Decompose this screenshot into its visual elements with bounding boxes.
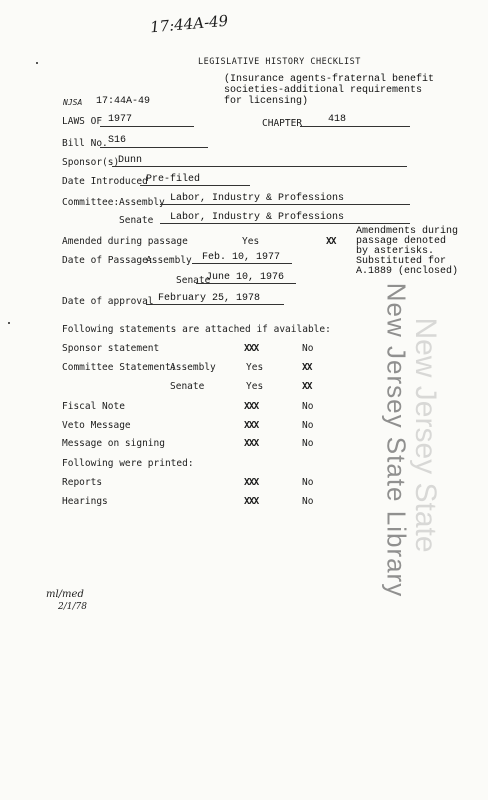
committee-assembly-underline <box>160 204 410 205</box>
committee-senate-label: Senate <box>119 215 154 226</box>
committee-senate-underline <box>160 223 410 224</box>
passage-assembly-value: Feb. 10, 1977 <box>202 252 281 263</box>
handwritten-statute-number: 17:44A-49 <box>149 11 229 37</box>
committee-statement-assembly-yes: Yes <box>246 362 264 373</box>
passage-label: Date of Passage: <box>62 255 154 266</box>
committee-statement-assembly-no: XX <box>302 362 312 373</box>
sponsor-value: Dunn <box>118 155 143 166</box>
fiscal-note-label: Fiscal Note <box>62 401 125 412</box>
approval-underline <box>146 304 284 305</box>
committee-statement-senate: Senate <box>170 381 205 392</box>
footer-initials: ml/med <box>46 589 84 600</box>
bill-number-underline <box>100 147 208 148</box>
reports-no: No <box>302 477 314 488</box>
reports-label: Reports <box>62 477 103 488</box>
library-stamp-ghost: New Jersey State <box>409 317 442 553</box>
date-introduced-underline <box>140 185 250 186</box>
bill-number-value: S16 <box>108 135 127 146</box>
passage-senate-value: June 10, 1976 <box>206 272 285 283</box>
sponsor-label: Sponsor(s) <box>62 157 120 168</box>
veto-message-yes: XXX <box>244 420 259 431</box>
committee-statement-label: Committee Statement: <box>62 362 177 373</box>
amended-yes: Yes <box>242 236 260 247</box>
approval-value: February 25, 1978 <box>158 293 261 304</box>
amended-label: Amended during passage <box>62 236 188 247</box>
hearings-yes: XXX <box>244 496 259 507</box>
sponsor-statement-label: Sponsor statement <box>62 343 160 354</box>
committee-senate-value: Labor, Industry & Professions <box>170 212 345 223</box>
amendment-note-1: Amendments during <box>356 226 459 237</box>
hearings-label: Hearings <box>62 496 108 507</box>
sponsor-statement-no: No <box>302 343 314 354</box>
description-line-3: for licensing) <box>224 96 309 107</box>
passage-senate-label: Senate <box>176 275 211 286</box>
njsa-value: 17:44A-49 <box>96 96 151 107</box>
library-stamp: New Jersey State Library <box>381 282 412 598</box>
signing-message-yes: XXX <box>244 438 259 449</box>
sponsor-statement-yes: XXX <box>244 343 259 354</box>
date-introduced-label: Date Introduced <box>62 176 148 187</box>
signing-message-label: Message on signing <box>62 438 165 449</box>
committee-statement-senate-no: XX <box>302 381 312 392</box>
fiscal-note-yes: XXX <box>244 401 259 412</box>
chapter-label: CHAPTER <box>262 118 303 129</box>
committee-statement-senate-yes: Yes <box>246 381 264 392</box>
committee-statement-assembly: Assembly <box>170 362 216 373</box>
passage-senate-underline <box>196 283 296 284</box>
laws-of-label: LAWS OF <box>62 116 103 127</box>
reports-yes: XXX <box>244 477 259 488</box>
sponsor-underline <box>112 166 407 167</box>
chapter-underline <box>300 126 410 127</box>
chapter-value: 418 <box>328 114 347 125</box>
description-line-2: societies-additional requirements <box>224 85 423 96</box>
date-introduced-value: Pre-filed <box>146 174 201 185</box>
laws-of-underline <box>100 126 194 127</box>
bill-number-label: Bill No. <box>62 138 108 149</box>
fiscal-note-no: No <box>302 401 314 412</box>
laws-of-value: 1977 <box>108 114 133 125</box>
footer-date: 2/1/78 <box>58 602 87 612</box>
approval-label: Date of approval <box>62 296 154 307</box>
veto-message-no: No <box>302 420 314 431</box>
amendment-note-3: by asterisks. <box>356 246 435 257</box>
scan-speck <box>36 62 38 64</box>
amendment-note-5: A.1889 (enclosed) <box>356 266 459 277</box>
signing-message-no: No <box>302 438 314 449</box>
amendment-note-4: Substituted for <box>356 256 447 267</box>
scan-speck <box>8 322 10 324</box>
committee-assembly-value: Labor, Industry & Professions <box>170 193 345 204</box>
passage-assembly-label: Assembly <box>146 255 192 266</box>
njsa-label: NJSA <box>63 98 83 107</box>
printed-heading: Following were printed: <box>62 458 194 469</box>
veto-message-label: Veto Message <box>62 420 131 431</box>
committee-assembly-label: Assembly <box>119 197 165 208</box>
passage-assembly-underline <box>192 263 292 264</box>
committee-label: Committee: <box>62 197 120 208</box>
hearings-no: No <box>302 496 314 507</box>
attached-heading: Following statements are attached if available: <box>62 324 331 335</box>
amendment-note-2: passage denoted <box>356 236 447 247</box>
description-line-1: (Insurance agents-fraternal benefit <box>224 74 435 85</box>
page-title: LEGISLATIVE HISTORY CHECKLIST <box>198 57 361 67</box>
amended-no-mark: XX <box>326 236 336 247</box>
